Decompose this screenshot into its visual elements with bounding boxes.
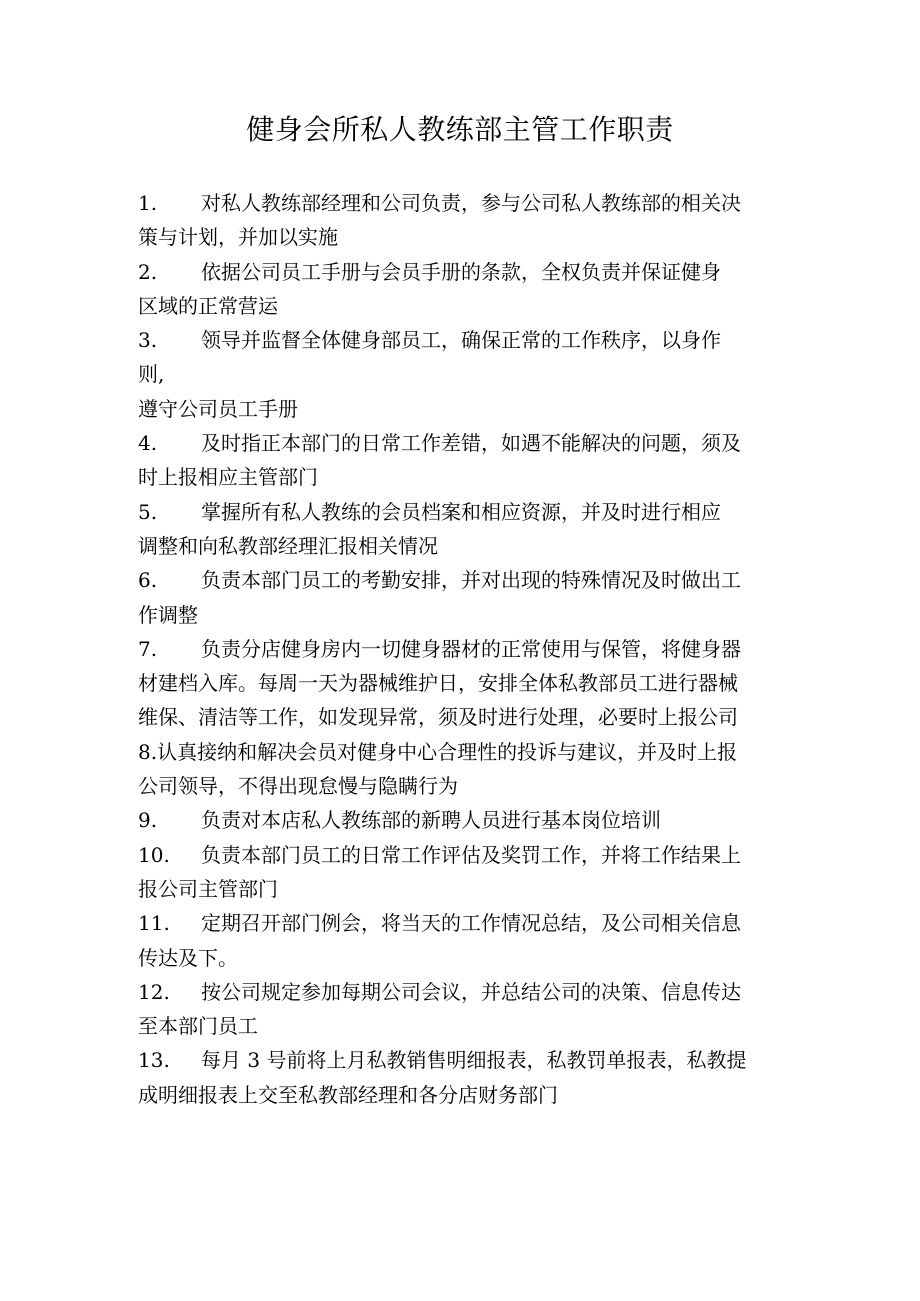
text-line <box>138 426 798 460</box>
line-text: 成明细报表上交至私教部经理和各分店财务部门 <box>138 1082 558 1107</box>
text-line <box>138 666 798 700</box>
line-text: 对私人教练部经理和公司负责，参与公司私人教练部的相关决 <box>201 191 741 215</box>
line-text: 负责本部门员工的考勤安排，并对出现的特殊情况及时做出工 <box>201 568 741 593</box>
item-number: 12. <box>138 979 170 1004</box>
text-line <box>138 529 798 563</box>
text-line <box>138 357 798 391</box>
text-line <box>138 632 798 666</box>
text-line <box>138 1043 798 1077</box>
text-line <box>138 838 798 872</box>
item-number: 2. <box>138 259 158 284</box>
document-title: 健身会所私人教练部主管工作职责 <box>246 113 674 146</box>
line-text: 则, <box>138 362 165 387</box>
text-line <box>138 255 798 289</box>
text-line <box>138 323 798 357</box>
text-line <box>138 220 798 254</box>
line-text: 作调整 <box>138 602 198 627</box>
line-text: 策与计划，并加以实施 <box>138 225 338 250</box>
line-text: 负责分店健身房内一切健身器材的正常使用与保管，将健身器 <box>201 636 741 661</box>
line-text: 材建档入库。每周一天为器械维护日，安排全体私教部员工进行器械 <box>138 671 738 696</box>
item-number: 4. <box>138 431 158 456</box>
item-number: 7. <box>138 636 158 661</box>
text-line <box>138 941 798 975</box>
line-text: 领导并监督全体健身部员工，确保正常的工作秩序，以身作 <box>201 328 721 353</box>
line-text: 调整和向私教部经理汇报相关情况 <box>138 533 438 558</box>
text-line <box>138 735 798 769</box>
line-text: 及时指正本部门的日常工作差错，如遇不能解决的问题，须及 <box>201 431 741 456</box>
item-number: 9. <box>138 808 158 833</box>
line-text: 按公司规定参加每期公司会议，并总结公司的决策、信息传达 <box>201 979 741 1004</box>
text-line <box>138 906 798 940</box>
line-text: 至本部门员工 <box>138 1014 258 1039</box>
line-text: 维保、清洁等工作，如发现异常，须及时进行处理，必要时上报公司 <box>138 705 738 730</box>
line-text: 依据公司员工手册与会员手册的条款，全权负责并保证健身 <box>201 259 721 284</box>
line-text: 负责本部门员工的日常工作评估及奖罚工作，并将工作结果上 <box>201 842 741 867</box>
item-number: 1. <box>138 191 158 215</box>
item-number: 3. <box>138 328 158 353</box>
text-line <box>138 495 798 529</box>
item-number: 5. <box>138 499 158 524</box>
line-text: 传达及下。 <box>138 945 238 970</box>
text-line <box>138 803 798 837</box>
text-line <box>138 598 798 632</box>
text-line <box>138 700 798 734</box>
line-text: 时上报相应主管部门 <box>138 465 318 490</box>
document-body <box>138 186 798 1112</box>
line-text: 每月 3 号前将上月私教销售明细报表，私教罚单报表，私教提 <box>201 1048 747 1073</box>
line-text: 定期召开部门例会，将当天的工作情况总结，及公司相关信息 <box>201 911 741 936</box>
text-line <box>138 289 798 323</box>
text-line <box>138 872 798 906</box>
text-line <box>138 1078 798 1112</box>
text-line <box>138 186 798 220</box>
line-text: 报公司主管部门 <box>138 876 278 901</box>
text-line <box>138 392 798 426</box>
item-number: 10. <box>138 842 170 867</box>
line-text: 公司领导，不得出现怠慢与隐瞒行为 <box>138 774 458 799</box>
item-number: 13. <box>138 1048 170 1073</box>
item-number: 11. <box>138 911 170 936</box>
item-number: 6. <box>138 568 158 593</box>
text-line <box>138 563 798 597</box>
text-line <box>138 460 798 494</box>
text-line <box>138 1009 798 1043</box>
line-text: 区域的正常营运 <box>138 293 278 318</box>
line-text: 掌握所有私人教练的会员档案和相应资源，并及时进行相应 <box>201 499 721 524</box>
line-text: 负责对本店私人教练部的新聘人员进行基本岗位培训 <box>201 808 661 833</box>
line-text: 遵守公司员工手册 <box>138 396 298 421</box>
text-line <box>138 975 798 1009</box>
text-line <box>138 769 798 803</box>
line-text: 8.认真接纳和解决会员对健身中心合理性的投诉与建议，并及时上报 <box>138 739 738 764</box>
